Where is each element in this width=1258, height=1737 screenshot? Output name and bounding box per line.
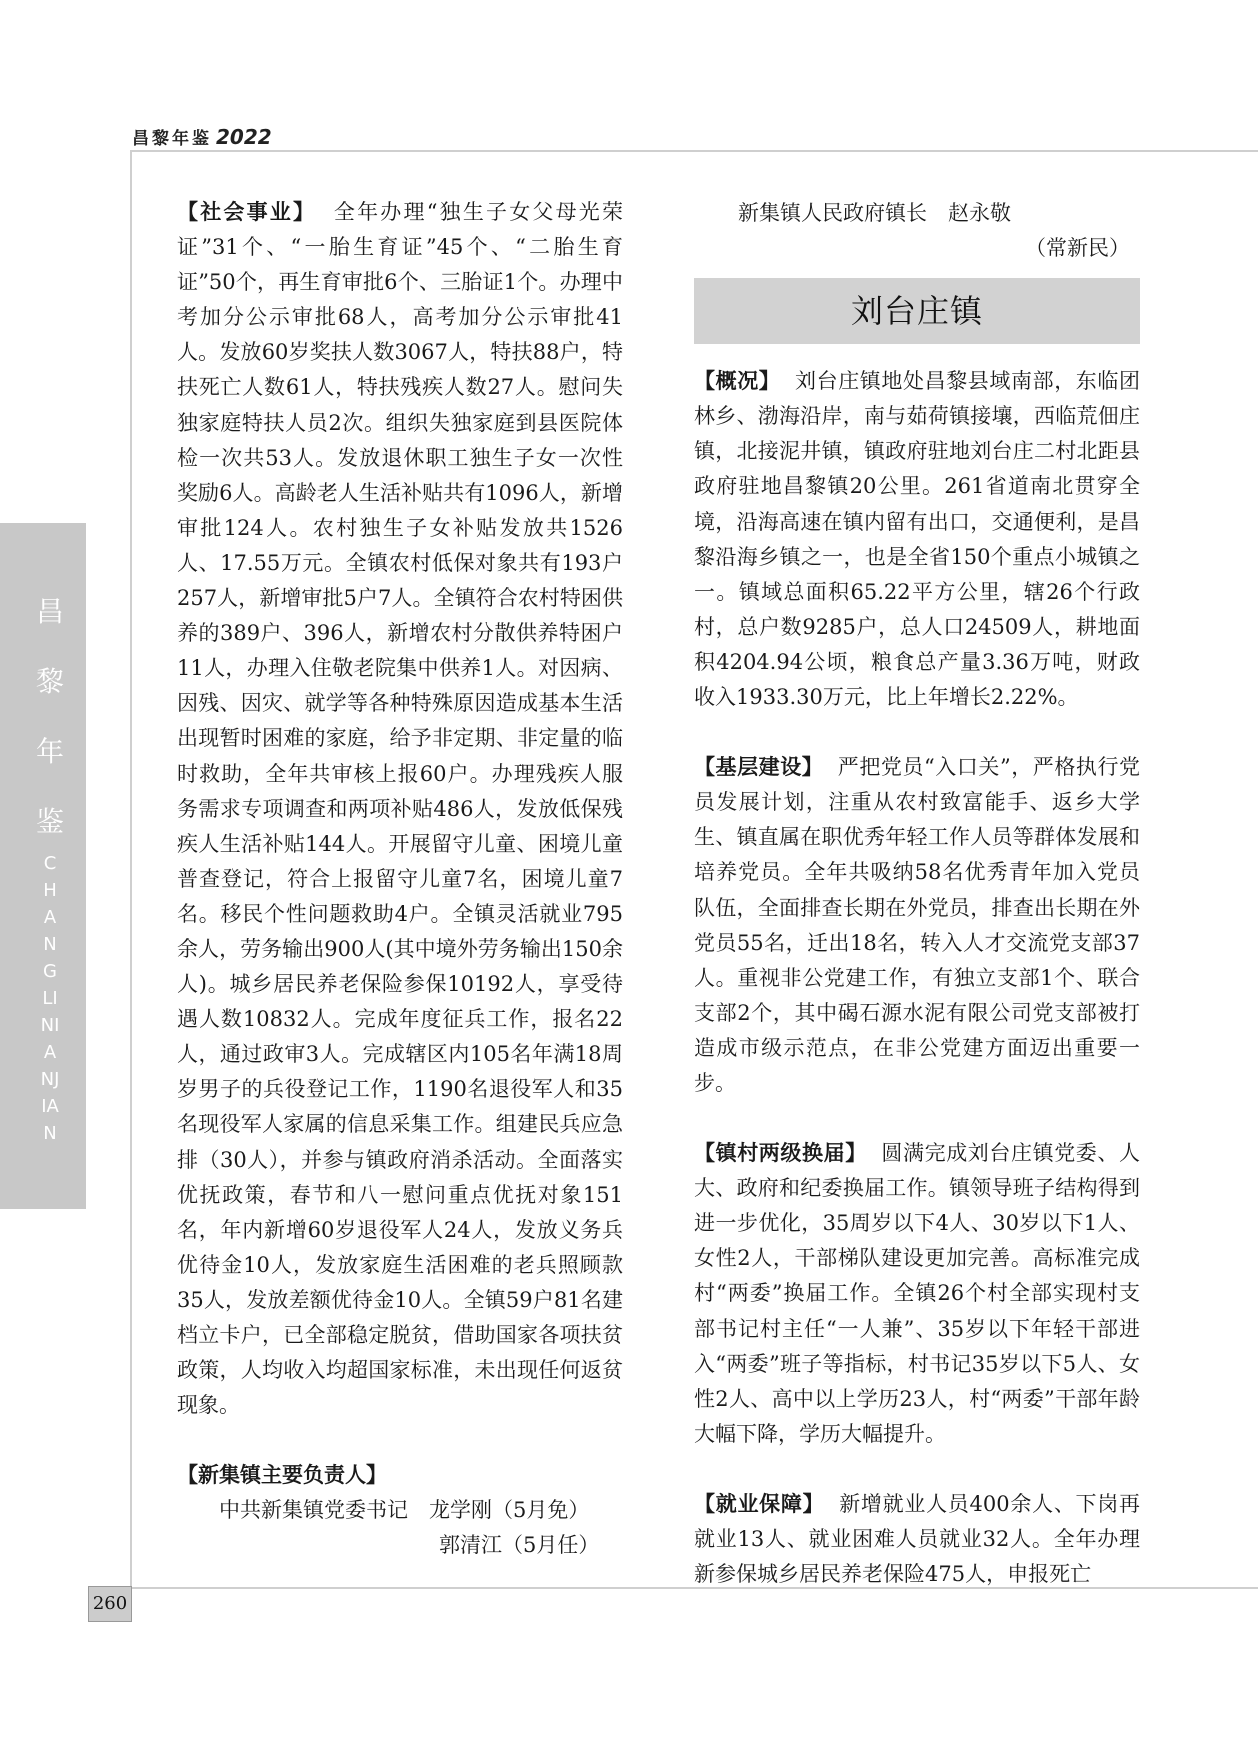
social-keyword: 【社会事业】 [177,200,317,224]
election-text: 圆满完成刘台庄镇党委、人大、政府和纪委换届工作。镇领导班子结构得到进一步优化，35周岁以下4人、30岁以下1人、女性2人，干部梯队建设更加完善。高标准完成村“两委”换届工作。全镇26个村全部实现村支部书记村主任“一人兼”、35岁以下年轻干部进入“两委”班子等指标，村书记35岁以下5人、女性2人、高中以上学历23人，村“两委”干部年龄大幅下降，学历大幅提升。 [694,1141,1141,1446]
employment-paragraph [694,1487,1140,1592]
mayor-line: 新集镇人民政府镇长 赵永敬 [738,201,1011,225]
byline: （常新民） [1025,236,1130,261]
side-char: 昌 [35,595,64,628]
election-keyword: 【镇村两级换届】 [694,1141,867,1166]
side-tab-english: CHANGLINIANJIAN [40,853,60,1144]
side-char: 年 [35,735,64,768]
section-title: 刘台庄镇 [694,278,1140,344]
page-number: 260 [88,1586,132,1622]
overview-text: 刘台庄镇地处昌黎县域南部，东临团林乡、渤海沿岸，南与茹荷镇接壤，西临荒佃庄镇，北接泥井镇，镇政府驻地刘台庄二村北距县政府驻地昌黎镇20公里。261省道南北贯穿全境，沿海高速在镇内留有出口，交通便利，是昌黎沿海乡镇之一，也是全省150个重点小城镇之一。镇域总面积65.22平方公里，辖26个行政村，总户数9285户，总人口24509人，耕地面积4204.94公顷，粮食总产量3.36万吨，财政收入1933.30万元，比上年增长2.22%。 [694,369,1141,710]
leaders-keyword: 【新集镇主要负责人】 [177,1463,387,1488]
running-header [132,124,272,149]
social-paragraph [177,195,623,1423]
header-rule [132,150,1258,152]
employment-keyword: 【就业保障】 [694,1491,825,1516]
margin-rule [130,150,132,1588]
side-char: 黎 [35,665,64,698]
side-char: 鉴 [35,805,64,838]
left-column [177,195,623,1564]
grassroots-paragraph [694,750,1140,1101]
header-title: 昌黎年鉴 [132,129,212,149]
social-text: 全年办理“独生子女父母光荣证”31个、“一胎生育证”45个、“二胎生育证”50个，再生育审批6个、三胎证1个。办理中考加分公示审批68人，高考加分公示审批41人。发放60岁奖扶人数3067人，特扶88户，特扶死亡人数61人，特扶残疾人数27人。慰问失独家庭特扶人员2次。组织失独家庭到县医院体检一次共53人。发放退休职工独生子女一次性奖励6人。高龄老人生活补贴共有1096人，新增审批124人。农村独生子女补贴发放共1526人、17.55万元。全镇农村低保对象共有193户257人，新增审批5户7人。全镇符合农村特困供养的389户、396人，新增农村分散供养特困户11人，办理入住敬老院集中供养1人。对因病、因残、因灾、就学等各种特殊原因造成基本生活出现暂时困难的家庭，给予非定期、非定量的临时救助，全年共审核上报60户。办理残疾人服务需求专项调查和两项补贴486人，发放低保残疾人生活补贴144人。开展留守儿童、困境儿童普查登记，符合上报留守儿童7名，困境儿童7名。移民个性问题救助4户。全镇灵活就业795余人，劳务输出900人(其中境外劳务输出150余人)。城乡居民养老保险参保10192人，享受待遇人数10832人。完成年度征兵工作，报名22人，通过政审3人。完成辖区内105名年满18周岁男子的兵役登记工作，1190名退役军人和35名现役军人家属的信息采集工作。组建民兵应急排（30人），并参与镇政府消杀活动。全面落实优抚政策，春节和八一慰问重点优抚对象151名，年内新增60岁退役军人24人，发放义务兵优待金10人，发放家庭生活困难的老兵照顾款35人，发放差额优待金10人。全镇59户81名建档立卡户，已全部稳定脱贫，借助国家各项扶贫政策，人均收入均超国家标准，未出现任何返贫现象。 [177,200,623,1418]
leader-line-2: 郭清江（5月任） [439,1533,600,1558]
leader-line-1: 中共新集镇党委书记 龙学刚（5月免） [219,1498,590,1523]
grassroots-keyword: 【基层建设】 [694,755,824,780]
right-column [694,196,1140,1592]
side-tab-chinese [35,590,65,840]
overview-paragraph [694,364,1140,715]
grassroots-text: 严把党员“入口关”，严格执行党员发展计划，注重从农村致富能手、返乡大学生、镇直属在职优秀年轻工作人员等群体发展和培养党员。全年共吸纳58名优秀青年加入党员队伍，全面排查长期在外党员，排查出长期在外党员55名，迁出18名，转入人才交流党支部37人。重视非公党建工作，有独立支部1个、联合支部2个，其中碣石源水泥有限公司党支部被打造成市级示范点，在非公党建方面迈出重要一步。 [694,755,1141,1095]
leaders-heading [177,1458,623,1493]
employment-text: 新增就业人员400余人、下岗再就业13人、就业困难人员就业32人。全年办理新参保城乡居民养老保险475人，申报死亡 [694,1491,1140,1587]
election-paragraph [694,1136,1140,1452]
header-year: 2022 [216,125,272,149]
overview-keyword: 【概况】 [694,369,781,394]
